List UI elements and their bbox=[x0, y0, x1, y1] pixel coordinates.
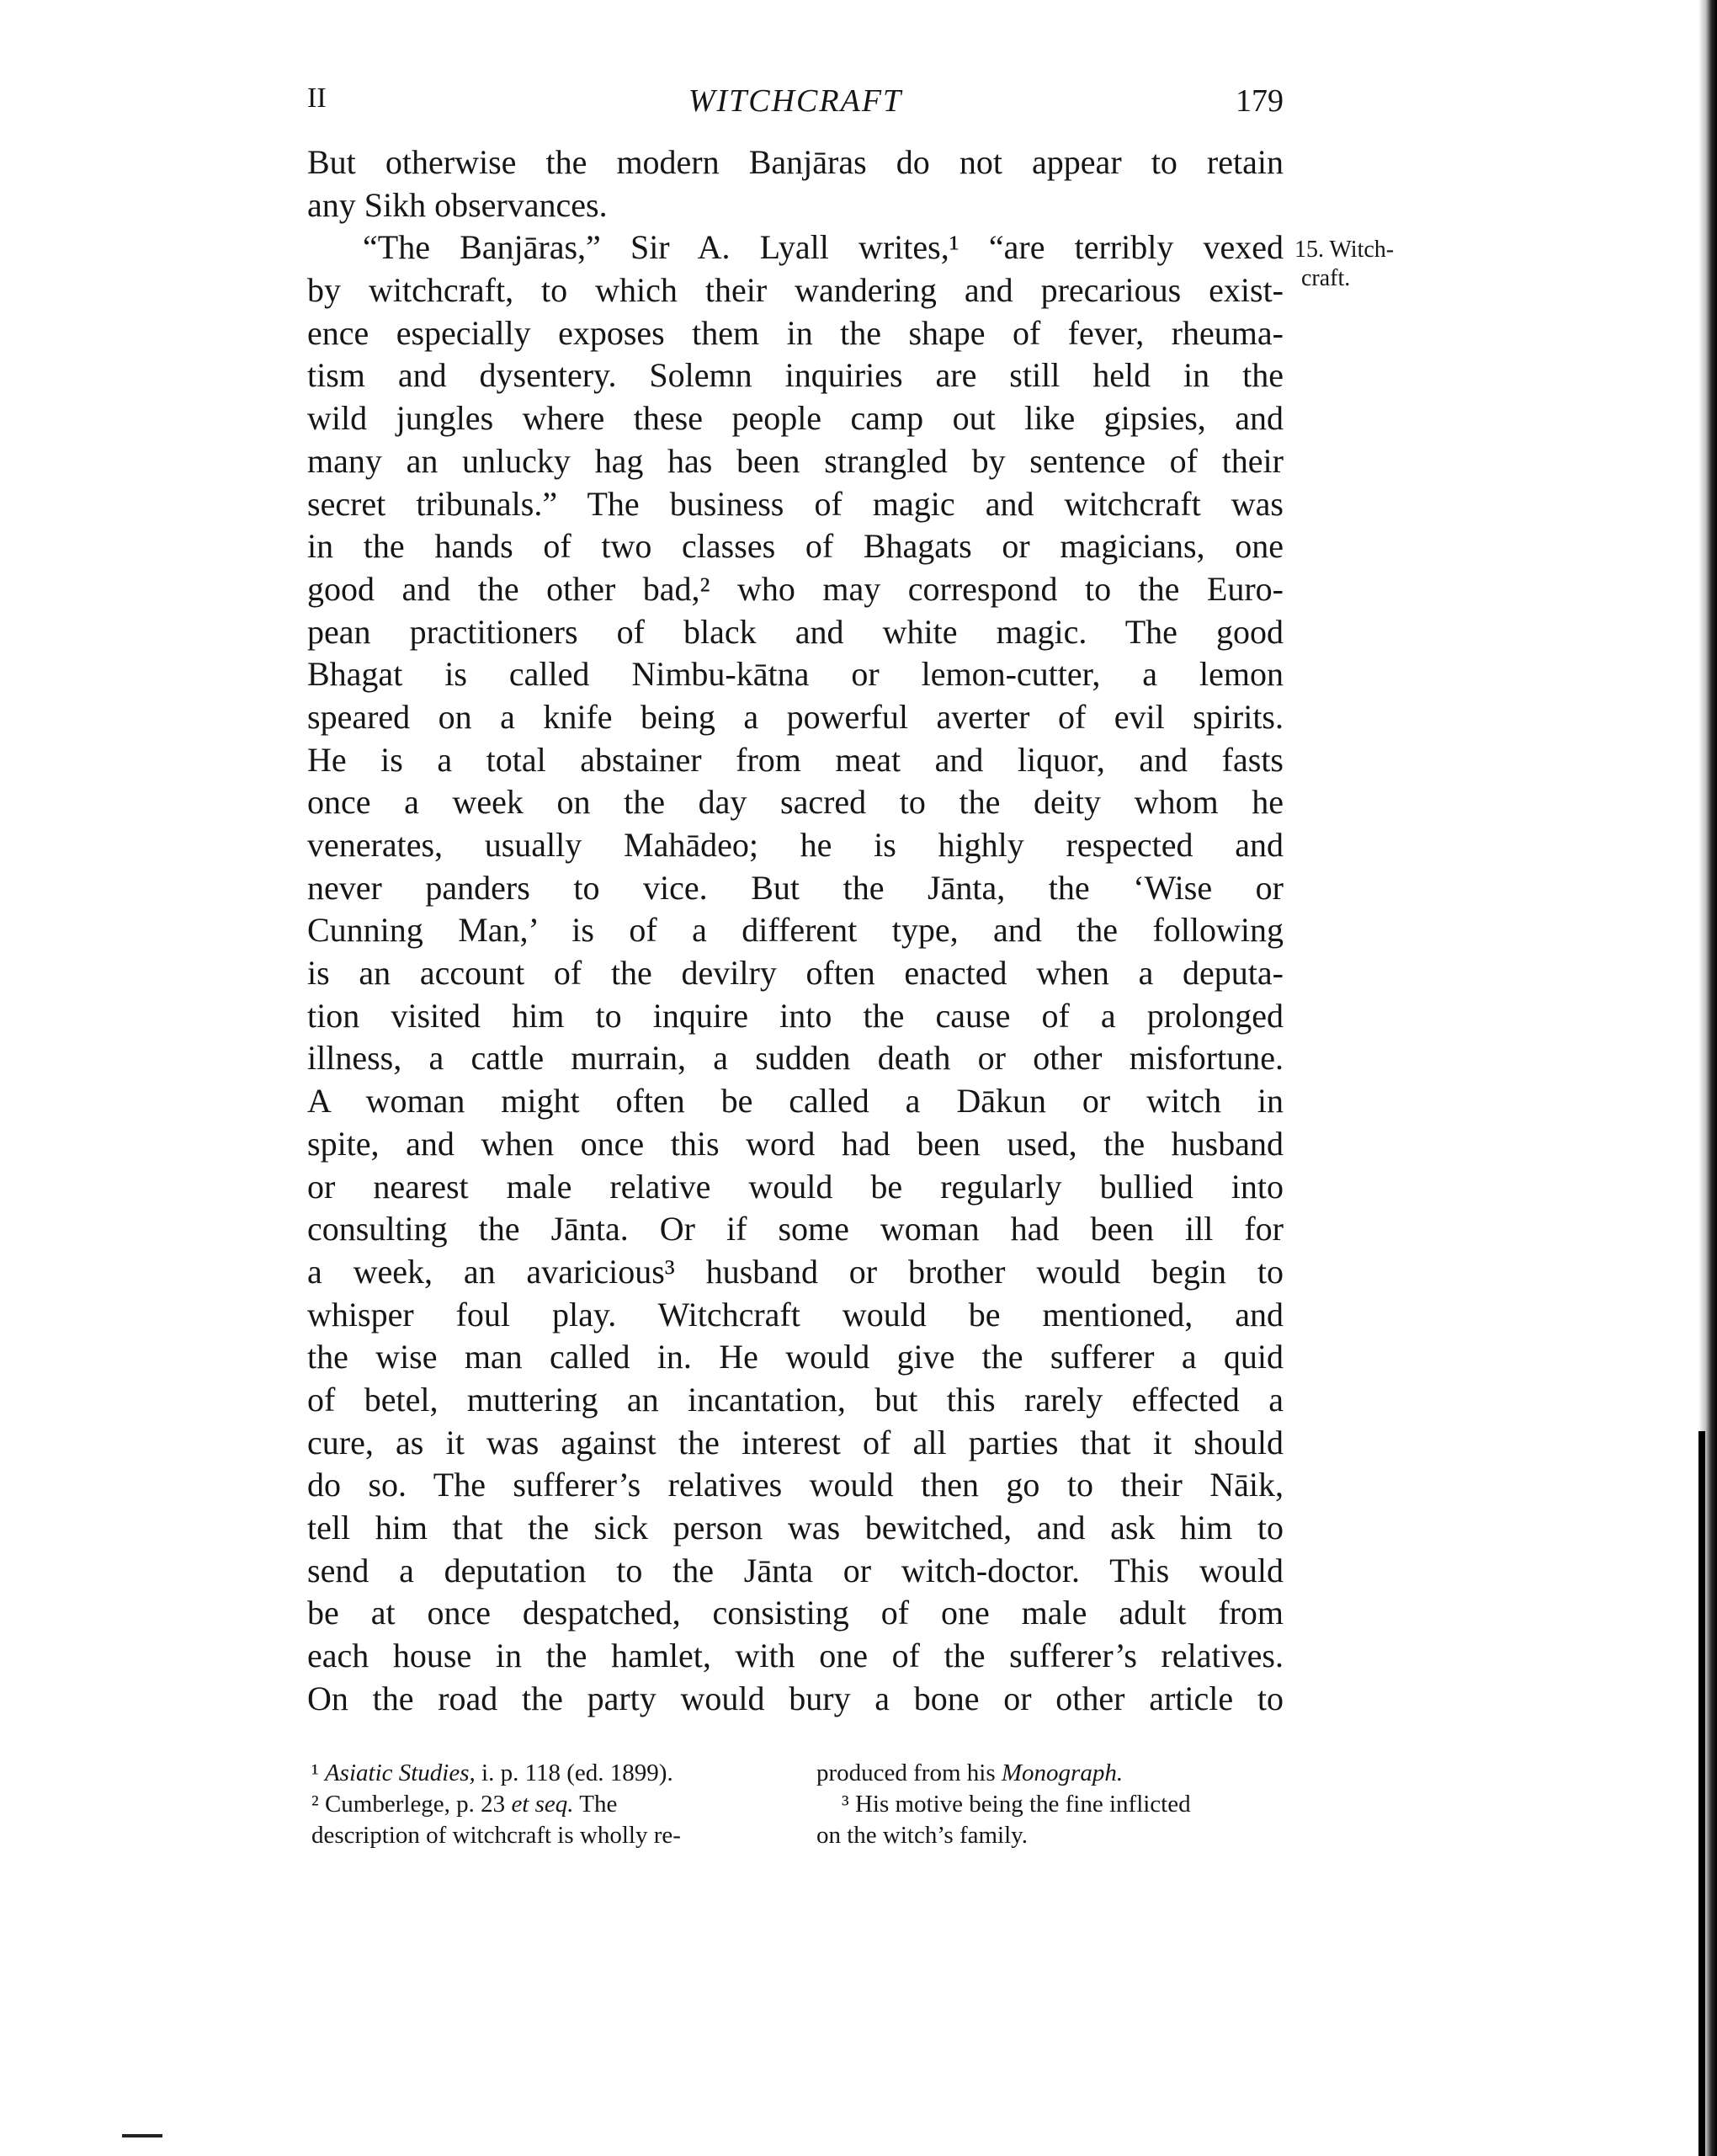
marginal-note bbox=[1294, 236, 1394, 293]
footnote-1 bbox=[311, 1758, 783, 1789]
text-line: send a deputation to the Jānta or witch-doctor. This would bbox=[307, 1551, 1284, 1589]
marginal-note-line-1: 15. Witch- bbox=[1294, 237, 1395, 263]
footnote-3-text: His motive being the fine inflicted bbox=[848, 1791, 1191, 1818]
text-line: secret tribunals.” The business of magic and witchcraft was bbox=[307, 484, 1284, 523]
footnote-2-cont-italic: Monograph. bbox=[1001, 1759, 1124, 1786]
running-title: WITCHCRAFT bbox=[688, 83, 903, 119]
text-line: tism and dysentery. Solemn inquiries are still held in the bbox=[307, 356, 1284, 395]
chapter-numeral: II bbox=[307, 83, 327, 114]
text-line: “The Banjāras,” Sir A. Lyall writes,¹ “are terribly vexed bbox=[363, 228, 1284, 267]
text-line: ence especially exposes them in the shape of fever, rheuma- bbox=[307, 313, 1284, 352]
text-line: never panders to vice. But the Jānta, the ‘Wise or bbox=[307, 868, 1284, 907]
text-line: consulting the Jānta. Or if some woman had been ill for bbox=[307, 1210, 1284, 1248]
text-line: But otherwise the modern Banjāras do not appear to retain bbox=[307, 143, 1284, 181]
footnote-marker: ¹ bbox=[311, 1759, 319, 1786]
text-line: On the road the party would bury a bone or other article to bbox=[307, 1679, 1284, 1717]
text-line: tell him that the sick person was bewitched, and ask him to bbox=[307, 1509, 1284, 1546]
footnote-column-right bbox=[816, 1758, 1288, 1851]
scan-speck bbox=[122, 2134, 162, 2137]
text-line: Bhagat is called Nimbu-kātna or lemon-cutter, a lemon bbox=[307, 655, 1284, 694]
footnote-3 bbox=[816, 1789, 1288, 1820]
text-line: cure, as it was against the interest of all parties that it should bbox=[307, 1423, 1284, 1461]
footnote-2-text: Cumberlege, p. 23 bbox=[318, 1791, 512, 1818]
text-line: tion visited him to inquire into the cause of a prolonged bbox=[307, 996, 1284, 1035]
text-line: Cunning Man,’ is of a different type, and the following bbox=[307, 911, 1284, 950]
text-line: venerates, usually Mahādeo; he is highly respected and bbox=[307, 826, 1284, 864]
footnote-2-italic: et seq. bbox=[511, 1791, 574, 1818]
text-line: many an unlucky hag has been strangled by sentence of their bbox=[307, 441, 1284, 480]
text-line: wild jungles where these people camp out like gipsies, and bbox=[307, 399, 1284, 438]
text-line: illness, a cattle murrain, a sudden death or other misfortune. bbox=[307, 1039, 1284, 1078]
text-line: spite, and when once this word had been used, the husband bbox=[307, 1124, 1284, 1163]
footnote-2-continuation bbox=[816, 1758, 1288, 1789]
text-line: He is a total abstainer from meat and liquor, and fasts bbox=[307, 740, 1284, 779]
running-header bbox=[307, 83, 1284, 125]
text-line: pean practitioners of black and white magic. The good bbox=[307, 612, 1284, 651]
footnote-2-tail: The bbox=[573, 1791, 618, 1818]
text-line: in the hands of two classes of Bhagats or magicians, one bbox=[307, 527, 1284, 566]
marginal-note-line-2: craft. bbox=[1301, 265, 1351, 291]
footnote-marker: ² bbox=[311, 1791, 319, 1818]
footnote-2-line-2: description of witchcraft is wholly re- bbox=[311, 1822, 681, 1849]
footnote-3-line-2: on the witch’s family. bbox=[816, 1822, 1029, 1849]
text-line: of betel, muttering an incantation, but this rarely effected a bbox=[307, 1380, 1284, 1419]
footnote-marker: ³ bbox=[842, 1791, 849, 1818]
text-line: once a week on the day sacred to the deity whom he bbox=[307, 783, 1284, 822]
text-line: good and the other bad,² who may correspond to the Euro- bbox=[307, 569, 1284, 608]
page-number: 179 bbox=[1236, 83, 1284, 119]
body-text bbox=[307, 141, 1284, 1720]
text-line: speared on a knife being a powerful averter of evil spirits. bbox=[307, 697, 1284, 736]
text-line: by witchcraft, to which their wandering and precarious exist- bbox=[307, 271, 1284, 310]
text-line: do so. The sufferer’s relatives would then go to their Nāik, bbox=[307, 1466, 1284, 1504]
footnote-2-cont-prefix: produced from his bbox=[816, 1759, 1002, 1786]
text-line: whisper foul play. Witchcraft would be mentioned, and bbox=[307, 1295, 1284, 1334]
footnote-2 bbox=[311, 1789, 783, 1820]
text-line: each house in the hamlet, with one of the sufferer’s relatives. bbox=[307, 1637, 1284, 1675]
footnote-1-rest: i. p. 118 (ed. 1899). bbox=[475, 1759, 673, 1786]
footnote-1-italic: Asiatic Studies, bbox=[324, 1759, 476, 1786]
text-line: or nearest male relative would be regularly bullied into bbox=[307, 1167, 1284, 1206]
text-line: the wise man called in. He would give the sufferer a quid bbox=[307, 1338, 1284, 1376]
text-line: A woman might often be called a Dākun or witch in bbox=[307, 1082, 1284, 1121]
page-edge-binding bbox=[1698, 1431, 1705, 2156]
footnote-column-left bbox=[311, 1758, 783, 1851]
text-line: any Sikh observances. bbox=[307, 185, 608, 224]
text-line: is an account of the devilry often enacted when a deputa- bbox=[307, 954, 1284, 993]
text-line: a week, an avaricious³ husband or brother would begin to bbox=[307, 1252, 1284, 1291]
text-line: be at once despatched, consisting of one male adult from bbox=[307, 1594, 1284, 1632]
